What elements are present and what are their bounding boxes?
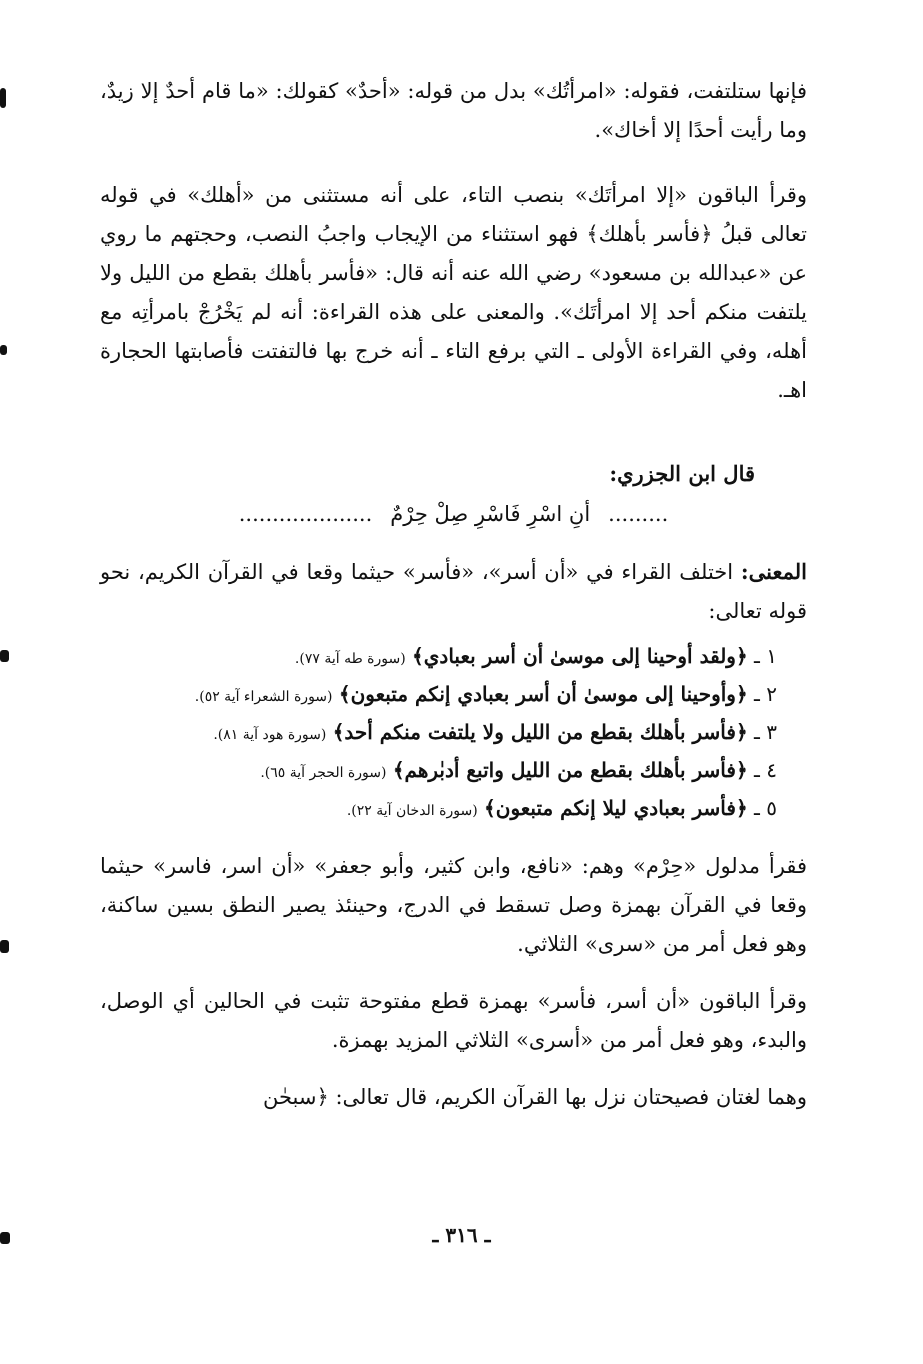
quran-quotes-list xyxy=(100,639,807,829)
margin-mark xyxy=(0,345,7,355)
meaning-label: المعنى: xyxy=(740,559,807,584)
quote-number: ١ ـ xyxy=(754,644,777,668)
verse-left-dots: .................... xyxy=(238,502,373,526)
list-item xyxy=(100,639,807,677)
margin-mark xyxy=(0,940,9,953)
quote-number: ٥ ـ xyxy=(754,796,777,820)
meaning-text: اختلف القراء في «أن أسر»، «فأسر» حيثما وقعا في القرآن الكريم، نحو قوله تعالى: xyxy=(100,560,807,623)
list-item xyxy=(100,677,807,715)
quote-text: ﴿وأوحينا إلى موسىٰ أن أسر بعبادي إنكم متبعون﴾ xyxy=(338,682,748,706)
paragraph-4: وقرأ الباقون «أن أسر، فأسر» بهمزة قطع مفتوحة تثبت في الحالين أي الوصل، والبدء، وهو فعل أمر من «أسرى» الثلاثي المزيد بهمزة. xyxy=(100,989,807,1052)
quote-reference: (سورة طه آية ٧٧). xyxy=(294,651,406,667)
quote-text: ﴿فأسر بأهلك بقطع من الليل واتبع أدبٰرهم﴾ xyxy=(392,758,748,782)
margin-mark xyxy=(0,650,9,662)
verse-words: أنِ اسْرِ فَاسْرِ صِلْ حِرْمٌ xyxy=(390,502,591,526)
paragraph-2: وقرأ الباقون «إلا امرأتَك» بنصب التاء، على أنه مستثنى من «أهلك» في قوله تعالى قبلُ ﴿فأسر بأهلك﴾ فهو استثناء من الإيجاب واجبُ النصب، وحجتهم ما روي عن «عبدالله بن مسعود» رضي الله عنه أنه قال: «فأسر بأهلك بقطع من الليل ولا يلتفت منكم أحد إلا امرأتَك». والمعنى على هذه القراءة: أنه لم يَخْرُجْ بامرأتِه مع أهله، وفي القراءة الأولى ـ التي برفع التاء ـ أنه خرج بها فالتفتت فأصابتها الحجارة اهـ. xyxy=(100,183,807,402)
quote-text: ﴿فأسر بعبادي ليلا إنكم متبعون﴾ xyxy=(484,796,748,820)
quote-reference: (سورة هود آية ٨١). xyxy=(213,727,327,743)
quote-text: ﴿ولقد أوحينا إلى موسىٰ أن أسر بعبادي﴾ xyxy=(412,644,748,668)
quote-text: ﴿فأسر بأهلك بقطع من الليل ولا يلتفت منكم أحد﴾ xyxy=(332,720,748,744)
quote-reference: (سورة الحجر آية ٦٥). xyxy=(260,765,387,781)
list-item xyxy=(100,753,807,791)
meaning-paragraph xyxy=(100,552,807,631)
verse-right-dots: ......... xyxy=(608,502,669,526)
list-item xyxy=(100,715,807,753)
paragraph-3: فقرأ مدلول «حِرْم» وهم: «نافع، وابن كثير، وأبو جعفر» «أن اسر، فاسر» حيثما وقعا في القرآن بهمزة وصل تسقط في الدرج، وحينئذ يصير النطق بسين ساكنة، وهو فعل أمر من «سرى» الثلاثي. xyxy=(100,854,807,956)
poem-verse xyxy=(100,495,807,534)
quote-reference: (سورة الشعراء آية ٥٢). xyxy=(194,689,333,705)
page-body xyxy=(100,72,807,1117)
section-heading: قال ابن الجزري: xyxy=(609,461,755,486)
quote-number: ٣ ـ xyxy=(754,720,777,744)
margin-mark xyxy=(0,88,6,108)
paragraph-1: فإنها ستلتفت، فقوله: «امرأتُك» بدل من قوله: «أحدٌ» كقولك: «ما قام أحدٌ إلا زيدٌ، وما رأيت أحدًا إلا أخاك». xyxy=(100,79,807,142)
list-item xyxy=(100,791,807,829)
quote-number: ٤ ـ xyxy=(754,758,777,782)
quote-number: ٢ ـ xyxy=(754,682,777,706)
quote-reference: (سورة الدخان آية ٢٢). xyxy=(346,803,478,819)
paragraph-5: وهما لغتان فصيحتان نزل بها القرآن الكريم، قال تعالى: ﴿سبحٰن xyxy=(263,1085,807,1109)
page-number: ـ ٣١٦ ـ xyxy=(432,1223,491,1247)
